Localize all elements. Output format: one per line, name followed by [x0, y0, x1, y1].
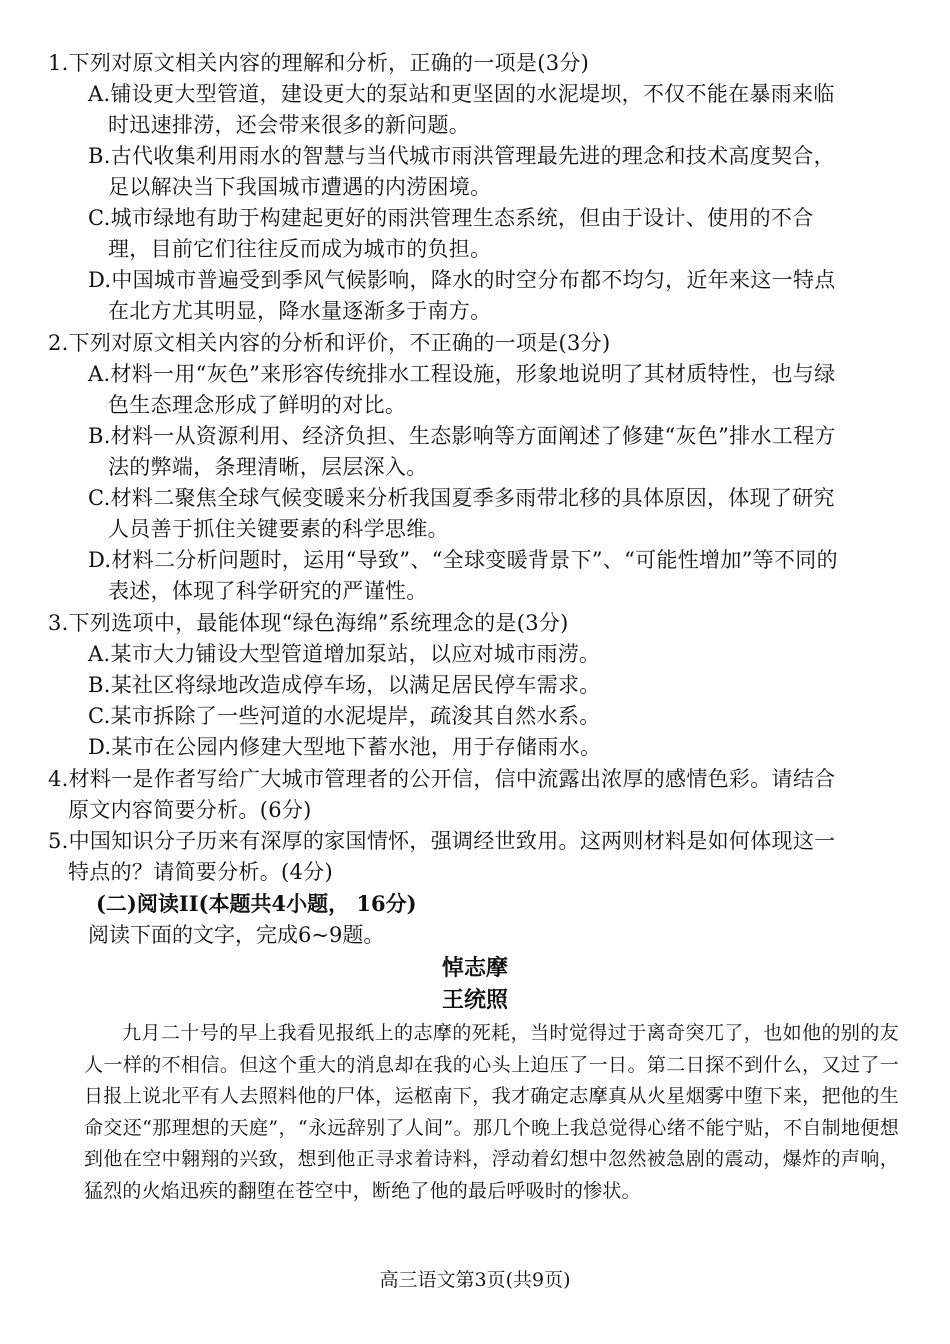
option-line-continued: 表述，体现了科学研究的严谨性。	[108, 579, 428, 603]
option-line: B.材料一从资源利用、经济负担、生态影响等方面阐述了修建“灰色”排水工程方	[88, 424, 836, 448]
option-line: D.中国城市普遍受到季风气候影响，降水的时空分布都不均匀，近年来这一特点	[88, 268, 836, 292]
article-title: 悼志摩	[441, 956, 508, 981]
question-3-stem: 3.下列选项中，最能体现“绿色海绵”系统理念的是(3分)	[48, 611, 569, 635]
option-line-continued: 在北方尤其明显，降水量逐渐多于南方。	[108, 299, 492, 323]
question-1-stem: 1.下列对原文相关内容的理解和分析，正确的一项是(3分)	[48, 51, 590, 75]
option-line: B.古代收集利用雨水的智慧与当代城市雨洪管理最先进的理念和技术高度契合，	[88, 144, 835, 168]
option-line-continued: 时迅速排涝，还会带来很多的新问题。	[108, 113, 471, 137]
question-2-option-c	[88, 483, 903, 545]
option-line: A.材料一用“灰色”来形容传统排水工程设施，形象地说明了其材质特性，也与绿	[88, 362, 836, 386]
section-heading: (二)阅读II(本题共4小题， 16分)	[96, 891, 417, 916]
option-line: C.城市绿地有助于构建起更好的雨洪管理生态系统，但由于设计、使用的不合	[88, 206, 814, 230]
stem-line: 5.中国知识分子历来有深厚的家国情怀，强调经世致用。这两则材料是如何体现这一	[48, 829, 836, 853]
option-line: D.材料二分析问题时，运用“导致”、“全球变暖背景下”、“可能性增加”等不同的	[88, 548, 838, 572]
question-1-option-a	[88, 79, 903, 141]
option-line: C.材料二聚焦全球气候变暖来分析我国夏季多雨带北移的具体原因，体现了研究	[88, 486, 835, 510]
section-instruction: 阅读下面的文字，完成6~9题。	[88, 923, 385, 947]
option-line-continued: 人员善于抓住关键要素的科学思维。	[108, 517, 449, 541]
option-line-continued: 理，目前它们往往反而成为城市的负担。	[108, 237, 492, 261]
article-author: 王统照	[441, 988, 508, 1013]
question-3-option-d: D.某市在公园内修建大型地下蓄水池，用于存储雨水。	[88, 735, 602, 759]
question-2-option-a	[88, 359, 903, 421]
stem-line-continued: 原文内容简要分析。(6分)	[68, 798, 312, 822]
page-footer: 高三语文第3页(共9页)	[379, 1269, 571, 1291]
question-1-option-b	[88, 141, 903, 203]
option-line-continued: 足以解决当下我国城市遭遇的内涝困境。	[108, 175, 492, 199]
option-line: A.铺设更大型管道，建设更大的泵站和更坚固的水泥堤坝，不仅不能在暴雨来临	[88, 82, 835, 106]
question-3-option-c: C.某市拆除了一些河道的水泥堤岸，疏浚其自然水系。	[88, 704, 601, 728]
article-paragraph: 九月二十号的早上我看见报纸上的志摩的死耗，当时觉得过于离奇突兀了，也如他的别的友人一样的不相信。但这个重大的消息却在我的心头上迫压了一日。第二日探不到什么，又过了一日报上说北平有人去照料他的尸体，运柩南下，我才确定志摩真从火星烟雾中堕下来，把他的生命交还“那理想的天庭”，“永远辞别了人间”。那几个晚上我总觉得心绪不能宁贴，不自制地便想到他在空中翱翔的兴致，想到他正寻求着诗料，浮动着幻想中忽然被急剧的震动，爆炸的声响，猛烈的火焰迅疾的翻堕在苍空中，断绝了他的最后呼吸时的惨状。	[84, 1022, 899, 1202]
question-3-option-b: B.某社区将绿地改造成停车场，以满足居民停车需求。	[88, 673, 601, 697]
question-1-option-d	[88, 265, 903, 327]
stem-line-continued: 特点的？请简要分析。(4分)	[68, 860, 333, 884]
option-line-continued: 法的弊端，条理清晰，层层深入。	[108, 455, 428, 479]
question-3-option-a: A.某市大力铺设大型管道增加泵站，以应对城市雨涝。	[88, 642, 601, 666]
question-5-stem	[48, 826, 908, 888]
question-2-option-d	[88, 545, 903, 607]
stem-line: 4.材料一是作者写给广大城市管理者的公开信，信中流露出浓厚的感情色彩。请结合	[48, 767, 836, 791]
question-2-option-b	[88, 421, 903, 483]
question-1-option-c	[88, 203, 903, 265]
question-2-stem: 2.下列对原文相关内容的分析和评价，不正确的一项是(3分)	[48, 331, 611, 355]
option-line-continued: 色生态理念形成了鲜明的对比。	[108, 393, 407, 417]
question-4-stem	[48, 764, 908, 826]
